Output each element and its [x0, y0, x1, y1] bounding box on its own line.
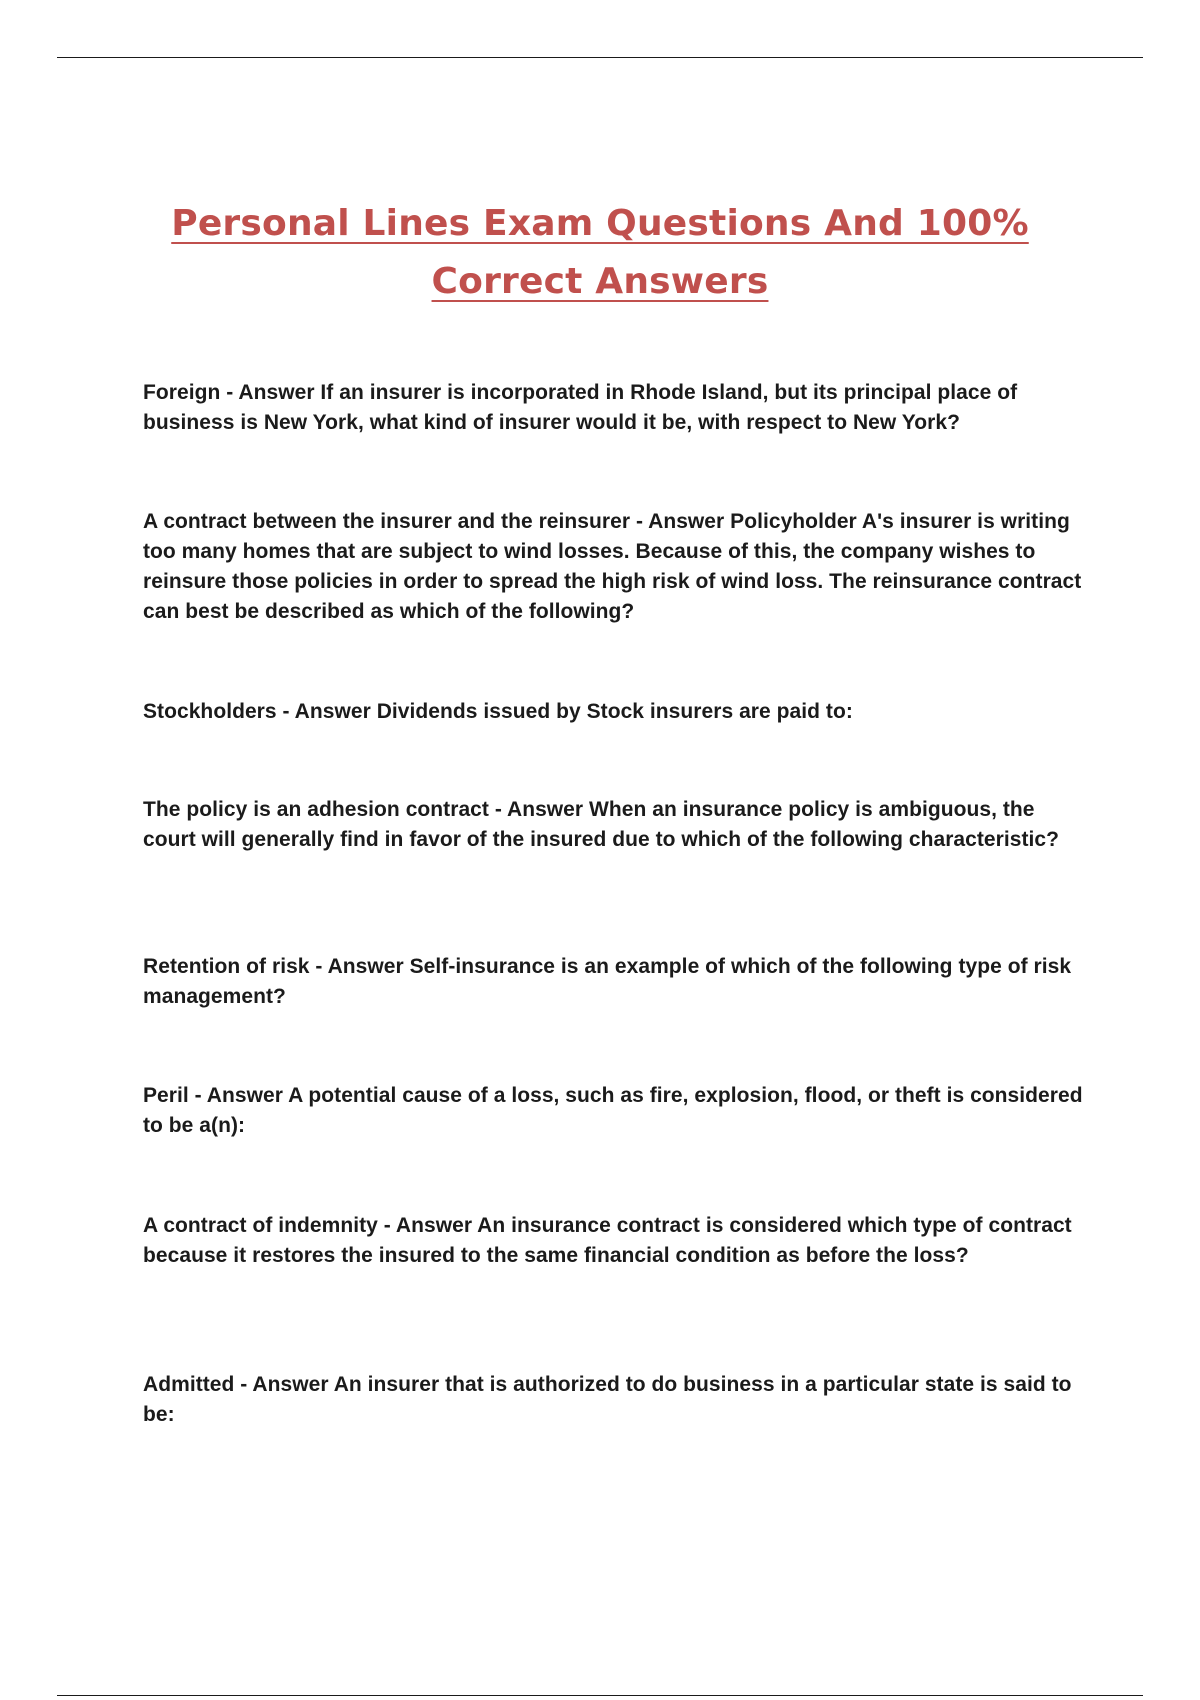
- qa-item: Admitted - Answer An insurer that is authorized to do business in a particular state is said to be:: [143, 1373, 1072, 1426]
- footer-rule: [57, 1695, 1143, 1696]
- qa-item: The policy is an adhesion contract - Answer When an insurance policy is ambiguous, the court will generally find in favor of the insured due to which of the following characteristic?: [143, 798, 1060, 851]
- qa-item: Foreign - Answer If an insurer is incorporated in Rhode Island, but its principal place of business is New York, what kind of insurer would it be, with respect to New York?: [143, 381, 1018, 434]
- qa-item: Stockholders - Answer Dividends issued by Stock insurers are paid to:: [143, 700, 853, 723]
- document-title: [0, 195, 1200, 311]
- qa-item: A contract between the insurer and the reinsurer - Answer Policyholder A's insurer is writing too many homes that are subject to wind losses. Because of this, the company wishes to reinsure those policies in order to spread the high risk of wind loss. The reinsurance contract can best be described as which of the following?: [143, 510, 1082, 623]
- title-line-2: Correct Answers: [431, 261, 769, 302]
- qa-item: Peril - Answer A potential cause of a loss, such as fire, explosion, flood, or theft is considered to be a(n):: [143, 1084, 1083, 1137]
- title-line-1: Personal Lines Exam Questions And 100%: [171, 203, 1029, 244]
- header-rule: [57, 57, 1143, 58]
- qa-item: Retention of risk - Answer Self-insurance is an example of which of the following type of risk management?: [143, 955, 1072, 1008]
- qa-item: A contract of indemnity - Answer An insurance contract is considered which type of contract because it restores the insured to the same financial condition as before the loss?: [143, 1214, 1072, 1267]
